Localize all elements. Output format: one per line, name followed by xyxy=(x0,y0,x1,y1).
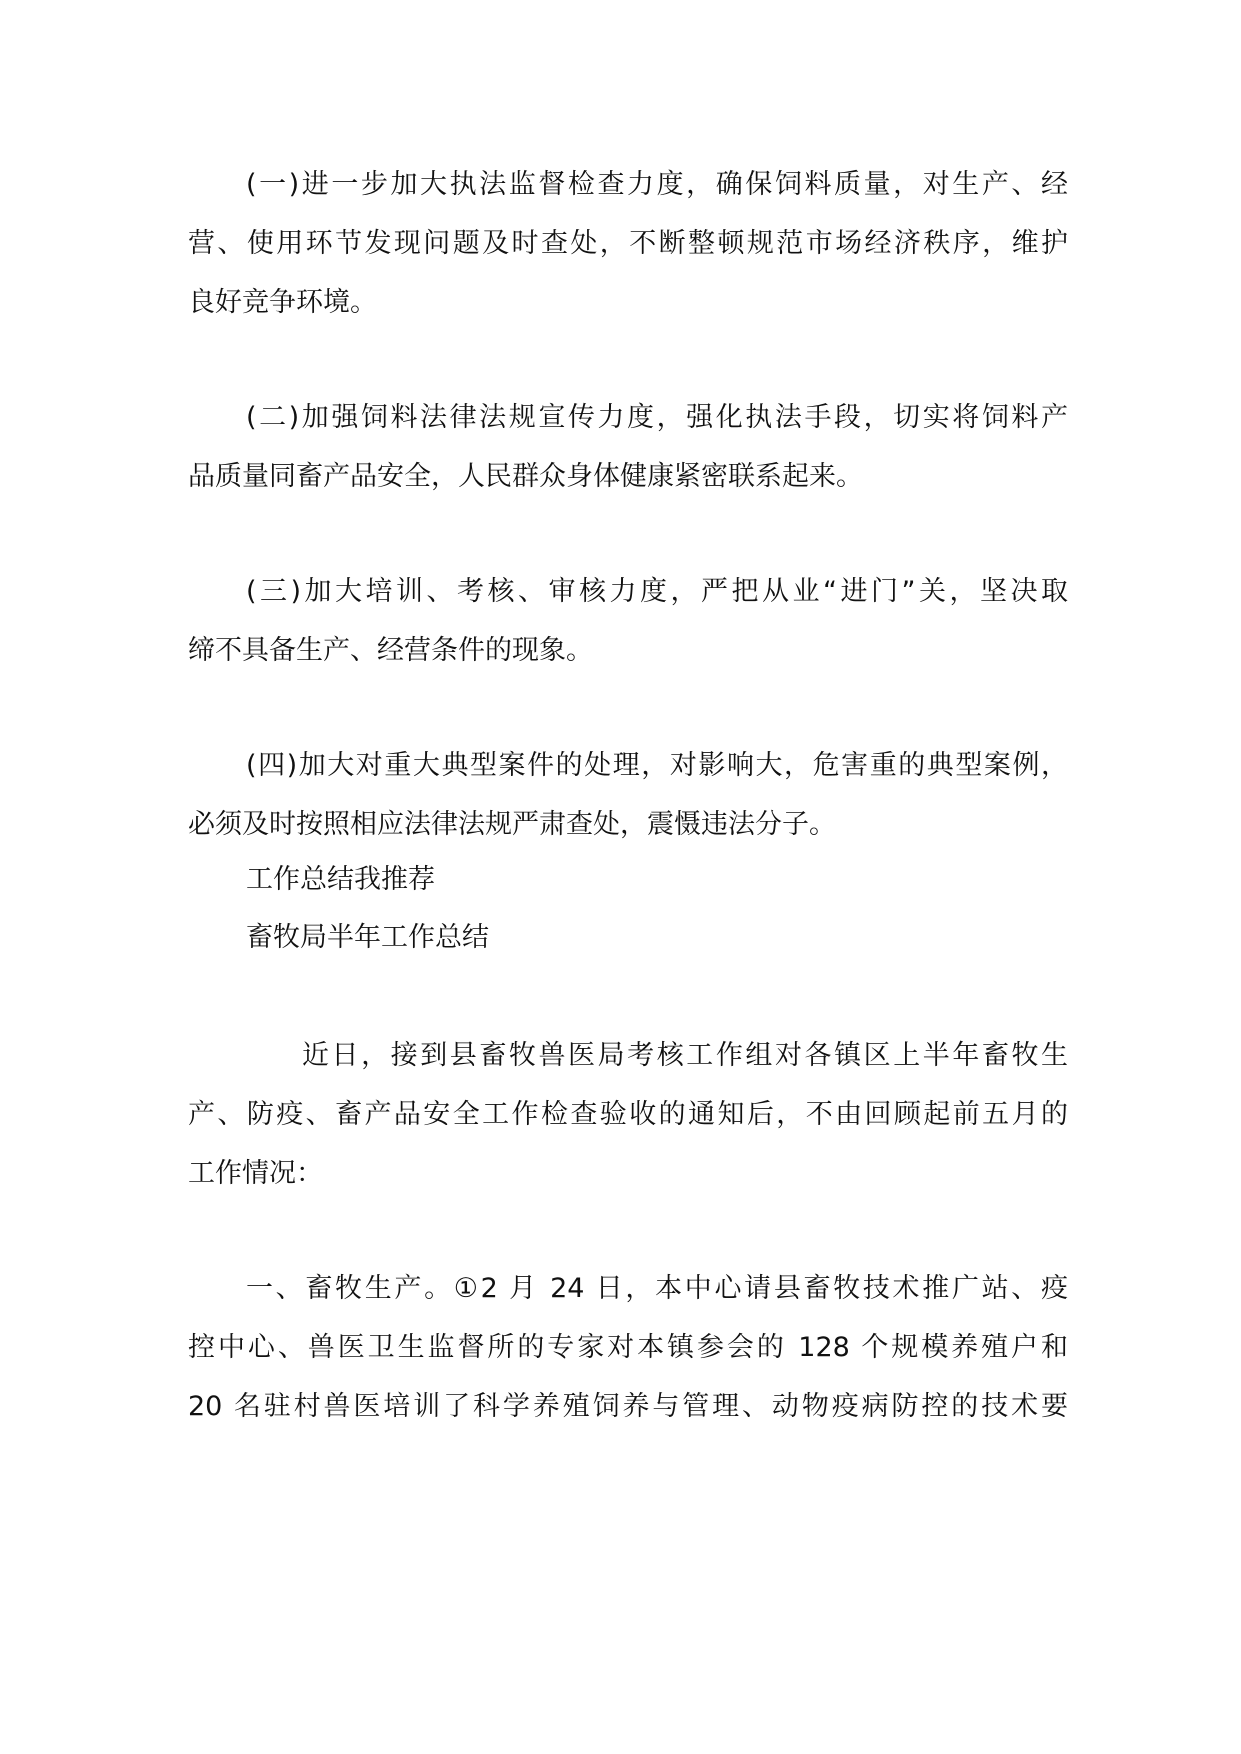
paragraph-8-line-2: 控中心、兽医卫生监督所的专家对本镇参会的 128 个规模养殖户和 xyxy=(188,1332,1068,1363)
paragraph-3-line-1: (三)加大培训、考核、审核力度，严把从业“进门”关，坚决取 xyxy=(246,576,1068,607)
paragraph-7-line-2: 产、防疫、畜产品安全工作检查验收的通知后，不由回顾起前五月的 xyxy=(188,1099,1068,1130)
paragraph-1-line-2: 营、使用环节发现问题及时查处，不断整顿规范市场经济秩序，维护 xyxy=(188,228,1068,259)
paragraph-8-line-1: 一、畜牧生产。①2 月 24 日，本中心请县畜牧技术推广站、疫 xyxy=(246,1273,1068,1304)
recommend-heading: 工作总结我推荐 xyxy=(246,864,435,895)
paragraph-2-line-1: (二)加强饲料法律法规宣传力度，强化执法手段，切实将饲料产 xyxy=(246,402,1068,433)
paragraph-3-line-2: 缔不具备生产、经营条件的现象。 xyxy=(188,635,593,666)
paragraph-4-line-1: (四)加大对重大典型案件的处理，对影响大，危害重的典型案例， xyxy=(246,750,1068,781)
paragraph-4-line-2: 必须及时按照相应法律法规严肃查处，震慑违法分子。 xyxy=(188,809,836,840)
paragraph-1-line-1: (一)进一步加大执法监督检查力度，确保饲料质量，对生产、经 xyxy=(246,169,1068,200)
paragraph-8-line-3: 20 名驻村兽医培训了科学养殖饲养与管理、动物疫病防控的技术要 xyxy=(188,1391,1068,1422)
paragraph-2-line-2: 品质量同畜产品安全，人民群众身体健康紧密联系起来。 xyxy=(188,461,863,492)
section-title: 畜牧局半年工作总结 xyxy=(246,922,489,953)
paragraph-7-line-1: 近日，接到县畜牧兽医局考核工作组对各镇区上半年畜牧生 xyxy=(302,1040,1068,1071)
paragraph-7-line-3: 工作情况： xyxy=(188,1158,323,1189)
paragraph-1-line-3: 良好竞争环境。 xyxy=(188,287,377,318)
